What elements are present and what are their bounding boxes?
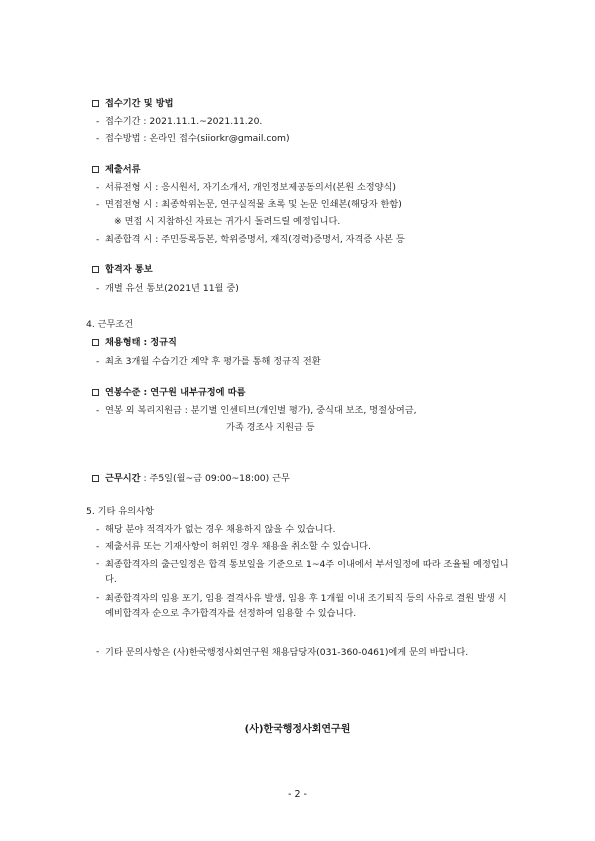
salary-item-continued: 가족 경조사 지원금 등 bbox=[226, 422, 315, 433]
section-notice-title: 합격자 통보 bbox=[92, 263, 153, 276]
checkbox-square-icon bbox=[92, 389, 99, 396]
section-conditions-heading: 4. 근무조건 bbox=[86, 319, 134, 330]
documents-note: ※ 면접 시 지참하신 자료는 귀가시 돌려드릴 예정입니다. bbox=[114, 216, 341, 227]
list-item: - 최종합격자의 출근일정은 합격 통보일을 기준으로 1~4주 이내에서 부서일정에 따라 조율될 예정입니다. bbox=[96, 558, 509, 585]
section-other-heading: 5. 기타 유의사항 bbox=[86, 506, 154, 517]
hours-row: 근무시간 : 주5일(월~금 09:00~18:00) 근무 bbox=[92, 472, 290, 485]
list-item: - 최초 3개월 수습기간 계약 후 평가를 통해 정규직 전환 bbox=[96, 356, 321, 367]
list-item: - 기타 문의사항은 (사)한국행정사회연구원 채용담당자(031-360-0461)에게 문의 바랍니다. bbox=[96, 646, 469, 658]
page-number: - 2 - bbox=[288, 789, 307, 800]
list-item: - 면접전형 시 : 최종학위논문, 연구실적물 초록 및 논문 인쇄본(해당자 한함) bbox=[96, 199, 402, 210]
list-item: - 서류전형 시 : 응시원서, 자기소개서, 개인정보제공동의서(본원 소정양식) bbox=[96, 182, 397, 193]
list-item: - 접수기간 : 2021.11.1.~2021.11.20. bbox=[96, 116, 263, 127]
checkbox-square-icon bbox=[92, 100, 99, 107]
list-item: - 접수방법 : 온라인 접수(siiorkr@gmail.com) bbox=[96, 133, 290, 144]
list-item: - 최종합격 시 : 주민등록등본, 학위증명서, 재직(경력)증명서, 자격증 사본 등 bbox=[96, 234, 405, 245]
section-receipt-title: 접수기간 및 방법 bbox=[92, 97, 174, 110]
list-item: - 연봉 외 복리지원금 : 분기별 인센티브(개인별 평가), 중식대 보조, 명절상여금, bbox=[96, 405, 417, 416]
list-item: - 제출서류 또는 기재사항이 허위인 경우 채용을 취소할 수 있습니다. bbox=[96, 541, 371, 552]
list-item: - 최종합격자의 임용 포기, 임용 결격사유 발생, 임용 후 1개월 이내 조기퇴직 등의 사유로 결원 발생 시 예비합격자 순으로 추가합격자를 선정하여 임용할 수 있습니다. bbox=[96, 592, 507, 619]
employment-type-row: 채용형태 : 정규직 bbox=[92, 336, 177, 349]
organization-name: (사)한국행정사회연구원 bbox=[244, 724, 351, 735]
checkbox-square-icon bbox=[92, 166, 99, 173]
checkbox-square-icon bbox=[92, 475, 99, 482]
list-item: - 해당 분야 적격자가 없는 경우 채용하지 않을 수 있습니다. bbox=[96, 524, 336, 535]
list-item: - 개별 유선 통보(2021년 11월 중) bbox=[96, 283, 239, 294]
checkbox-square-icon bbox=[92, 266, 99, 273]
checkbox-square-icon bbox=[92, 339, 99, 346]
salary-row: 연봉수준 : 연구원 내부규정에 따름 bbox=[92, 386, 245, 399]
section-documents-title: 제출서류 bbox=[92, 163, 141, 176]
